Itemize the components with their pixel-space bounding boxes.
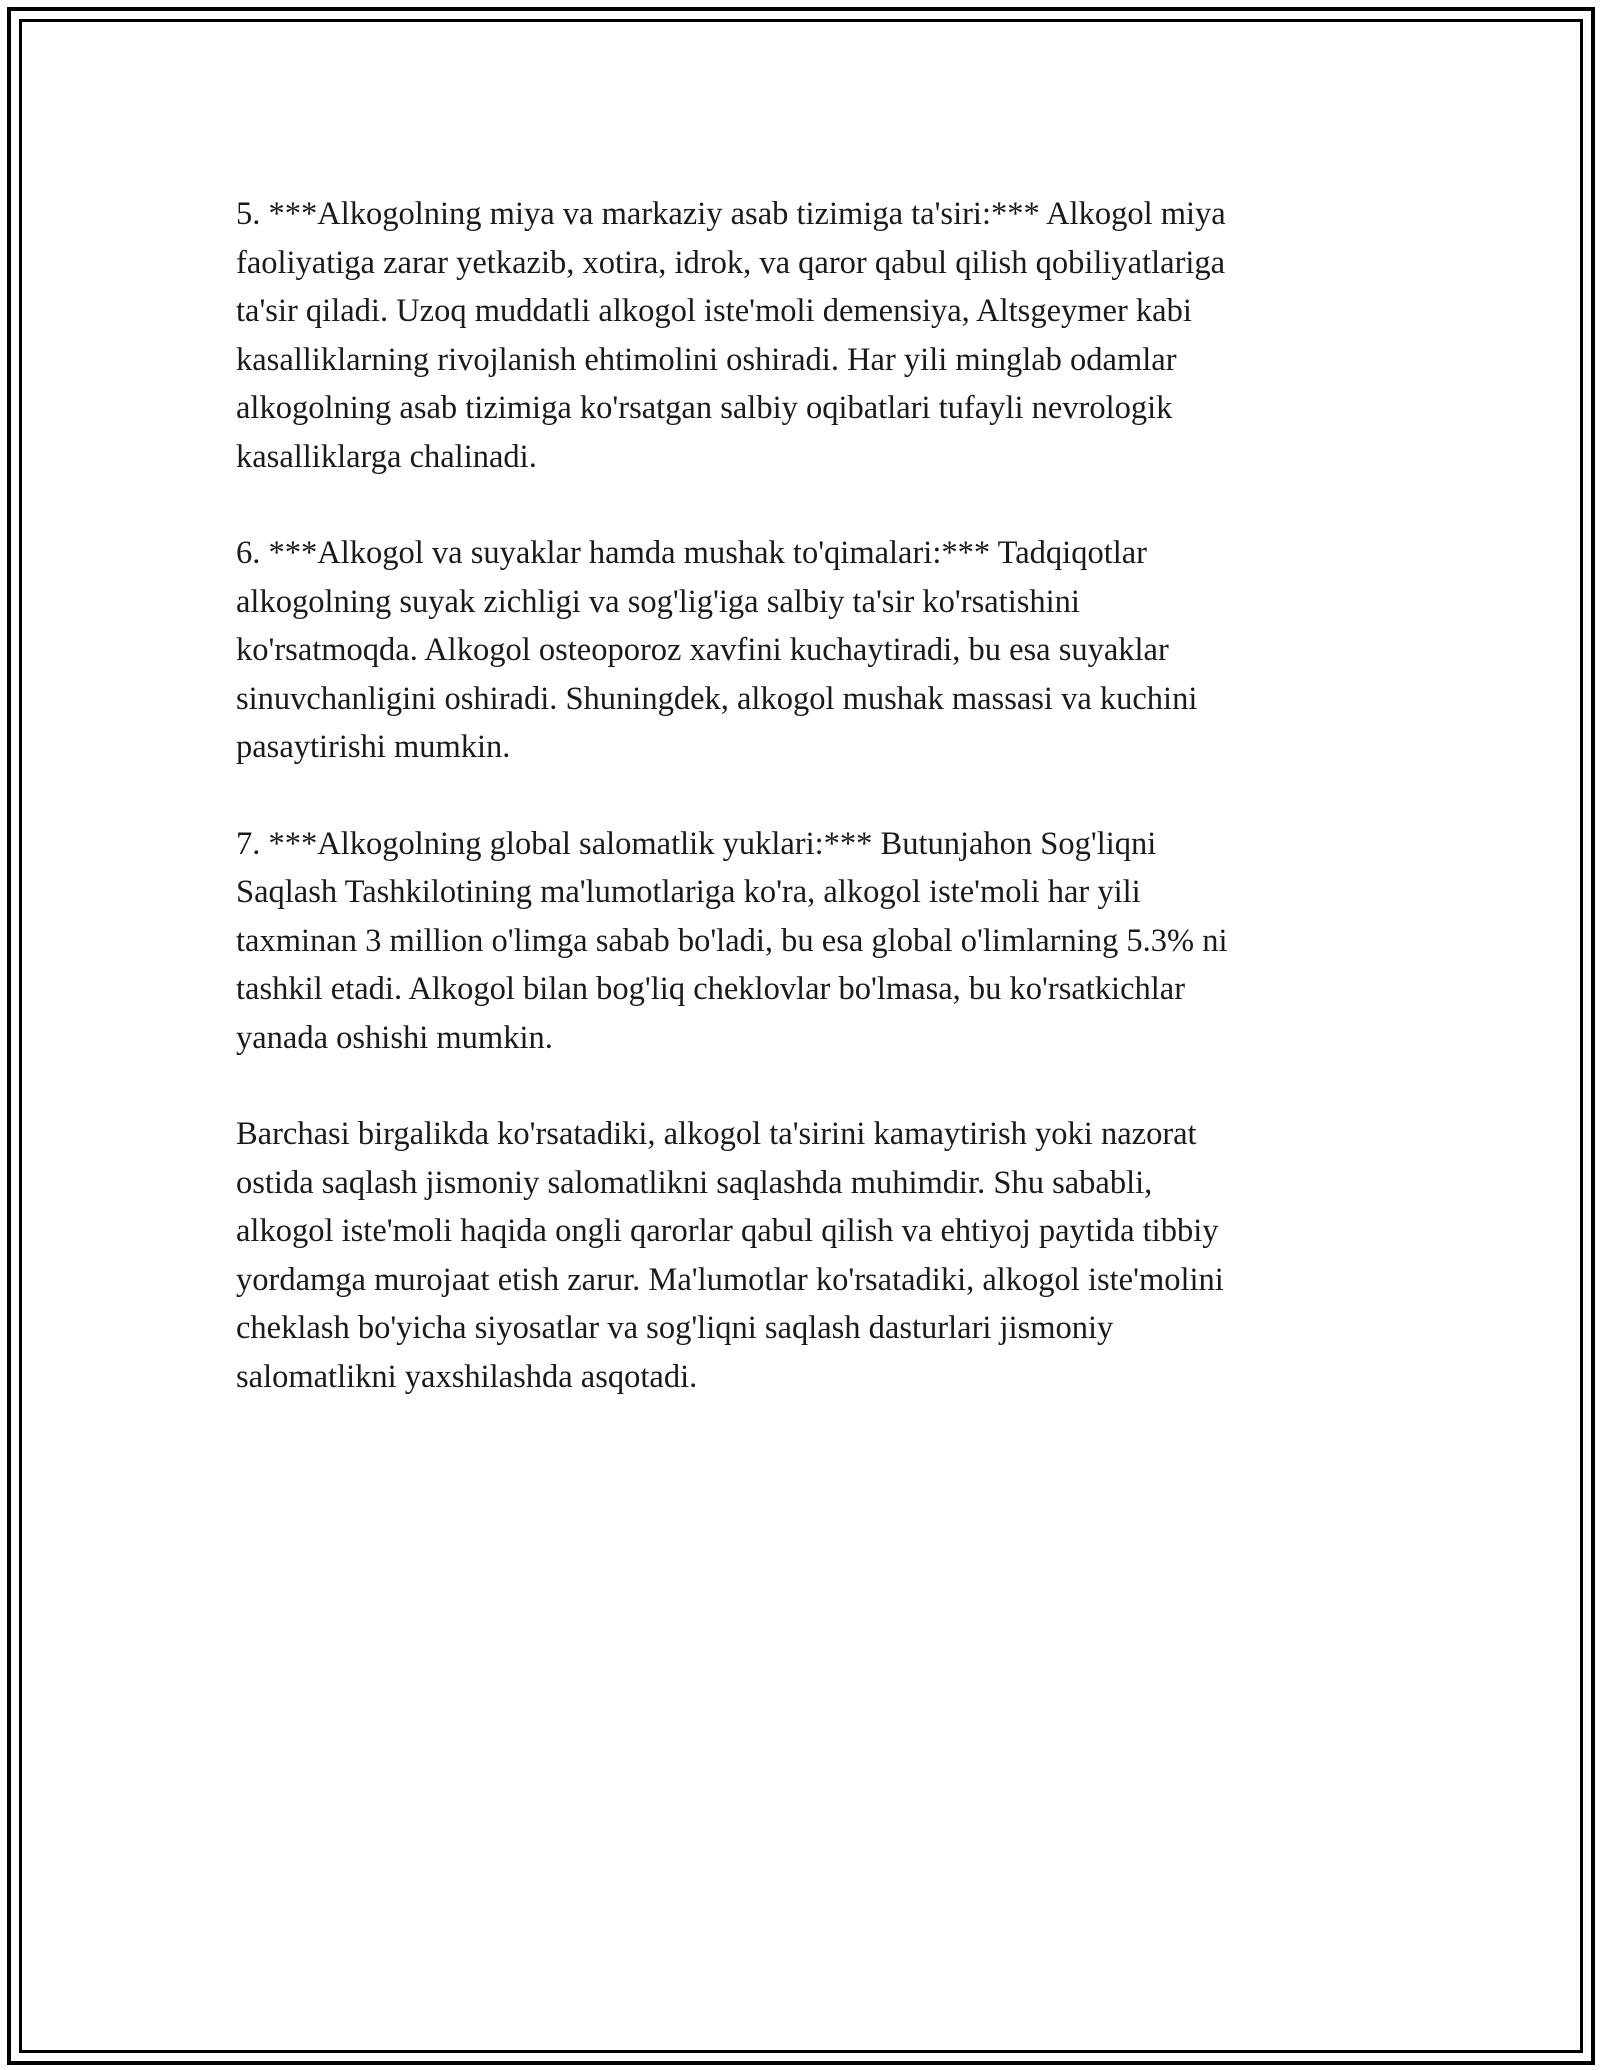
text-line: ostida saqlash jismoniy salomatlikni saqlashda muhimdir. Shu sababli, [236,1164,1153,1201]
text-line: faoliyatiga zarar yetkazib, xotira, idrok, va qaror qabul qilish qobiliyatlariga [236,244,1226,281]
paragraph-5-brain-nervous-system [236,190,1376,481]
text-line: pasaytirishi mumkin. [236,729,511,765]
text-line: 6. ***Alkogol va suyaklar hamda mushak to'qimalari:*** Tadqiqotlar [236,535,1147,571]
text-line: alkogolning suyak zichligi va sog'lig'iga salbiy ta'sir ko'rsatishini [236,583,1080,620]
text-line: alkogol iste'moli haqida ongli qarorlar qabul qilish va ehtiyoj paytida tibbiy [236,1213,1219,1249]
text-line: 5. ***Alkogolning miya va markaziy asab tizimiga ta'siri:*** Alkogol miya [236,196,1226,232]
text-line: kasalliklarga chalinadi. [236,438,537,475]
text-line: Barchasi birgalikda ko'rsatadiki, alkogol ta'sirini kamaytirish yoki nazorat [236,1116,1197,1152]
text-line: ko'rsatmoqda. Alkogol osteoporoz xavfini kuchaytiradi, bu esa suyaklar [236,632,1169,668]
text-line: ta'sir qiladi. Uzoq muddatli alkogol iste'moli demensiya, Altsgeymer kabi [236,293,1192,329]
text-line: salomatlikni yaxshilashda asqotadi. [236,1358,698,1395]
text-line: 7. ***Alkogolning global salomatlik yuklari:*** Butunjahon Sog'liqni [236,825,1157,862]
text-line: kasalliklarning rivojlanish ehtimolini oshiradi. Har yili minglab odamlar [236,341,1177,378]
text-line: taxminan 3 million o'limga sabab bo'ladi, bu esa global o'limlarning 5.3% ni [236,922,1228,959]
text-line: cheklash bo'yicha siyosatlar va sog'liqni saqlash dasturlari jismoniy [236,1310,1114,1346]
text-line: sinuvchanligini oshiradi. Shuningdek, alkogol mushak massasi va kuchini [236,680,1198,717]
paragraph-6-bones-muscles [236,529,1376,772]
document-body [236,190,1376,1449]
text-line: alkogolning asab tizimiga ko'rsatgan salbiy oqibatlari tufayli nevrologik [236,390,1173,426]
paragraph-conclusion [236,1110,1376,1401]
text-line: Saqlash Tashkilotining ma'lumotlariga ko'ra, alkogol iste'moli har yili [236,874,1141,910]
paragraph-7-global-health-burden [236,820,1376,1063]
text-line: tashkil etadi. Alkogol bilan bog'liq cheklovlar bo'lmasa, bu ko'rsatkichlar [236,971,1186,1007]
text-line: yanada oshishi mumkin. [236,1019,553,1056]
text-line: yordamga murojaat etish zarur. Ma'lumotlar ko'rsatadiki, alkogol iste'molini [236,1261,1224,1298]
